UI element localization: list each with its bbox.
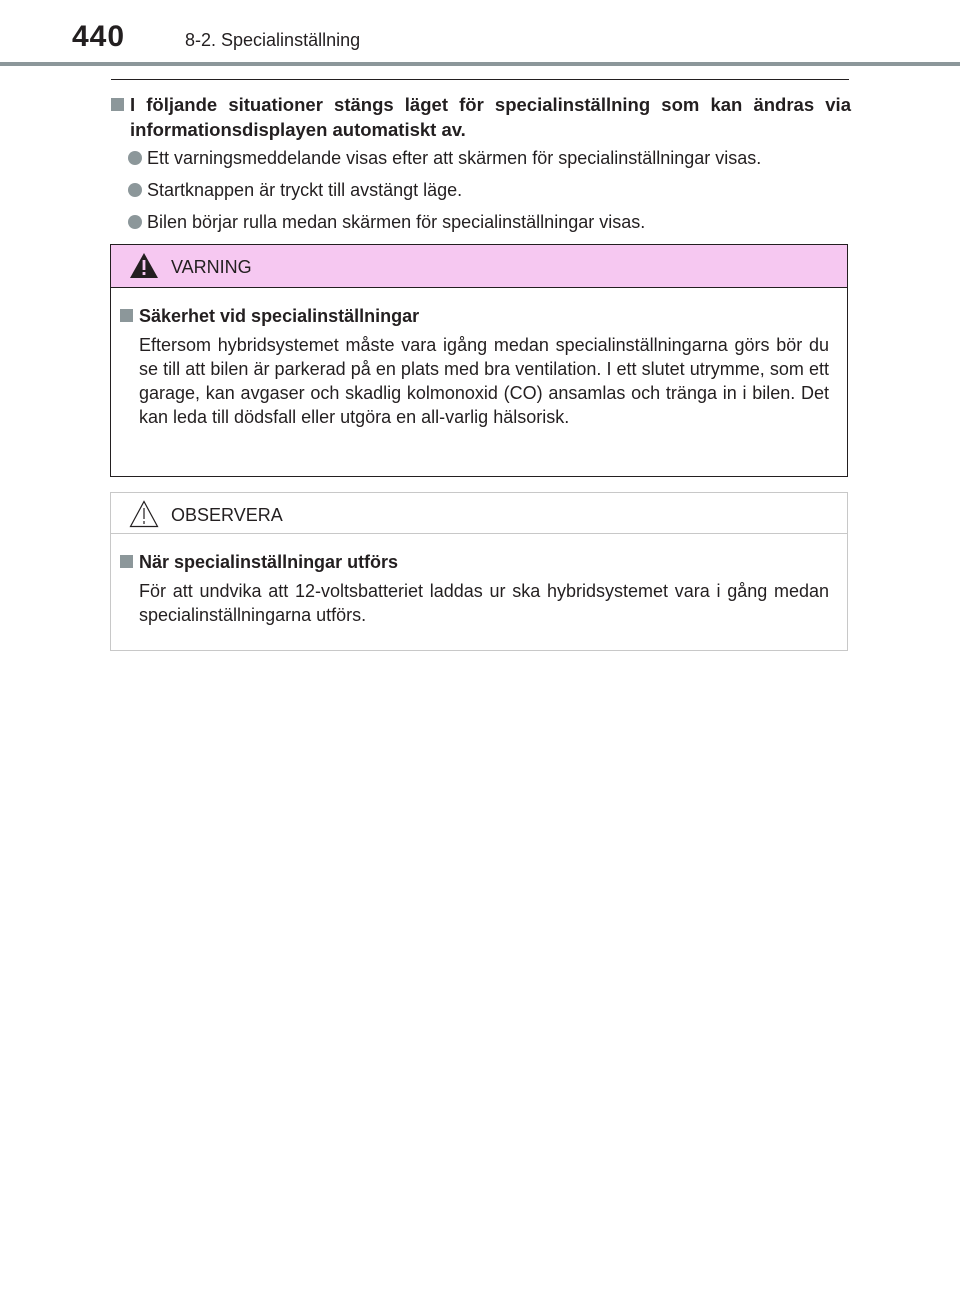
notice-header bbox=[111, 493, 847, 534]
list-item bbox=[128, 178, 858, 202]
main-heading bbox=[111, 92, 851, 142]
header-divider bbox=[0, 62, 960, 66]
square-bullet-icon bbox=[120, 555, 133, 568]
section-title: 8-2. Specialinställning bbox=[185, 30, 361, 50]
caution-triangle-icon bbox=[129, 500, 159, 528]
warning-text: Eftersom hybridsystemet måste vara igång medan specialinställningarna görs bör du se till att bilen är parkerad på en plats med bra ventilation. I ett slutet utrymme, som ett garage, kan avgaser och skadlig kolmonoxid (CO) ansamlas och tränga in i bilen. Det kan leda till dödsfall eller utgöra en all-varlig hälsorisk. bbox=[139, 335, 829, 427]
warning-label: VARNING bbox=[171, 257, 252, 277]
warning-triangle-icon bbox=[129, 252, 159, 279]
warning-subheading bbox=[120, 304, 829, 328]
main-heading-text: I följande situationer stängs läget för specialinställning som kan ändras via informationsdisplayen automatiskt av. bbox=[130, 94, 851, 140]
list-item-text: Ett varningsmeddelande visas efter att skärmen för specialinställningar visas. bbox=[147, 148, 762, 168]
notice-subheading-text: När specialinställningar utförs bbox=[139, 552, 399, 572]
list-item bbox=[128, 146, 858, 170]
bullet-list bbox=[128, 146, 858, 242]
warning-header bbox=[111, 245, 847, 288]
list-item bbox=[128, 210, 858, 234]
notice-body bbox=[111, 534, 847, 627]
notice-subheading bbox=[120, 550, 829, 574]
warning-body bbox=[111, 288, 847, 429]
list-item-text: Startknappen är tryckt till avstängt läge. bbox=[147, 180, 463, 200]
list-item-text: Bilen börjar rulla medan skärmen för specialinställningar visas. bbox=[147, 212, 646, 232]
content-divider bbox=[111, 79, 849, 80]
square-bullet-icon bbox=[120, 309, 133, 322]
page-number: 440 bbox=[72, 20, 126, 53]
round-bullet-icon bbox=[128, 151, 142, 165]
round-bullet-icon bbox=[128, 183, 142, 197]
notice-label: OBSERVERA bbox=[171, 505, 283, 525]
round-bullet-icon bbox=[128, 215, 142, 229]
warning-subheading-text: Säkerhet vid specialinställningar bbox=[139, 306, 420, 326]
page-header bbox=[0, 0, 960, 70]
warning-box bbox=[110, 244, 848, 477]
square-bullet-icon bbox=[111, 98, 124, 111]
notice-text: För att undvika att 12-voltsbatteriet laddas ur ska hybridsystemet vara i gång medan specialinställningarna utförs. bbox=[139, 581, 829, 625]
notice-box bbox=[110, 492, 848, 651]
